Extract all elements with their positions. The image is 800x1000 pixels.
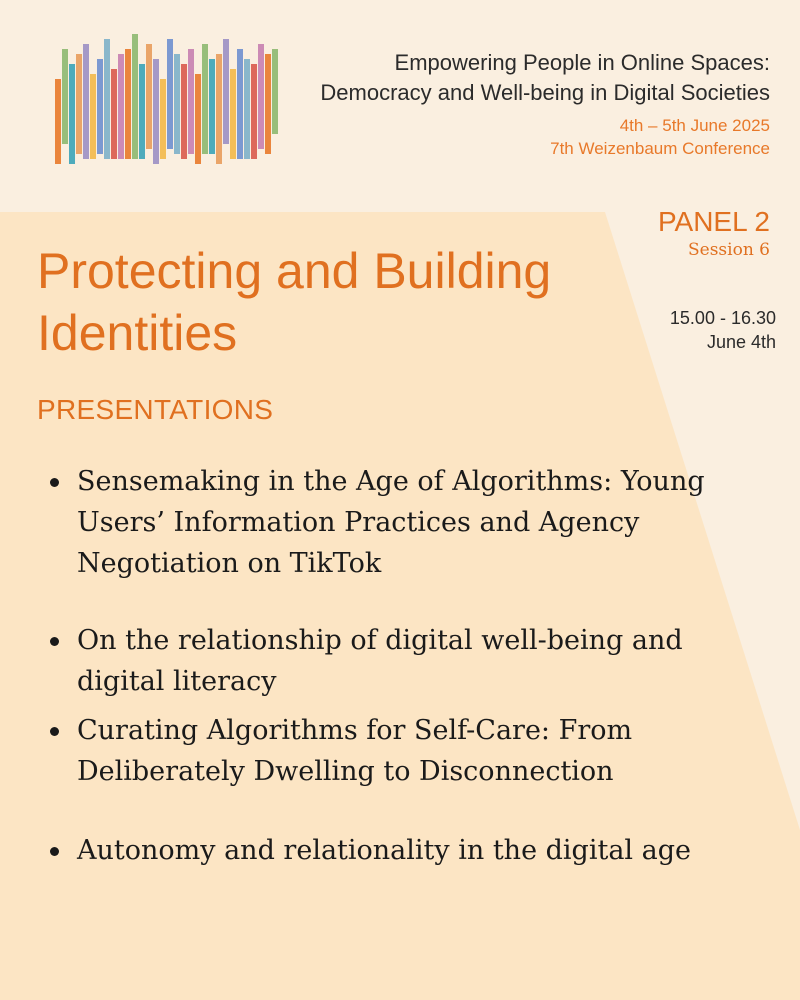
conference-header (320, 48, 770, 160)
session-label: Session 6 (688, 240, 770, 260)
bullet-icon (50, 478, 59, 487)
logo-bar (76, 54, 82, 154)
presentation-item (50, 620, 750, 702)
logo-bar (188, 49, 194, 154)
logo-bar (146, 44, 152, 149)
logo-bar (118, 54, 124, 159)
logo-bar (230, 69, 236, 159)
conference-name: 7th Weizenbaum Conference (550, 139, 770, 158)
logo-bar (132, 34, 138, 159)
presentations-list (50, 461, 750, 871)
logo-bar (97, 59, 103, 154)
bullet-icon (50, 637, 59, 646)
logo-bar (237, 49, 243, 159)
session-time: 15.00 - 16.30 (669, 308, 776, 328)
logo-bar (195, 74, 201, 164)
logo-bar (153, 59, 159, 164)
conference-date: 4th – 5th June 2025 (619, 116, 770, 135)
logo-bar (265, 54, 271, 154)
bullet-icon (50, 727, 59, 736)
logo-bar (139, 64, 145, 159)
page-title: Protecting and Building Identities (37, 243, 552, 361)
presentation-item (50, 461, 750, 584)
presentation-title: Autonomy and relationality in the digital age (77, 835, 691, 866)
logo-bar (181, 64, 187, 159)
logo-bar (223, 39, 229, 144)
panel-label: PANEL 2 (657, 206, 770, 237)
logo-bar (111, 69, 117, 159)
conference-logo (55, 34, 280, 164)
presentation-item (50, 830, 750, 871)
logo-bar (125, 49, 131, 159)
logo-bar (167, 39, 173, 149)
logo-bar (202, 44, 208, 154)
session-day: June 4th (706, 332, 776, 352)
bullet-icon (50, 847, 59, 856)
logo-bar (160, 79, 166, 159)
presentation-title: Curating Algorithms for Self-Care: From Deliberately Dwelling to Disconnection (77, 715, 633, 787)
presentation-item (50, 710, 750, 792)
conference-title-line1: Empowering People in Online Spaces: (394, 50, 770, 75)
time-info (670, 306, 776, 354)
logo-bar (62, 49, 68, 144)
presentations-heading: PRESENTATIONS (37, 394, 274, 425)
logo-bar (174, 54, 180, 154)
conference-title-line2: Democracy and Well-being in Digital Societies (320, 80, 770, 105)
panel-info (658, 205, 770, 261)
logo-bar (104, 39, 110, 159)
logo-bar (258, 44, 264, 149)
presentation-title: On the relationship of digital well-being and digital literacy (77, 625, 683, 697)
logo-bar (272, 49, 278, 134)
logo-bar (55, 79, 61, 164)
logo-bar (90, 74, 96, 159)
logo-bar (209, 59, 215, 154)
logo-bar (83, 44, 89, 159)
logo-bar (69, 64, 75, 164)
logo-bar (244, 59, 250, 159)
logo-bar (251, 64, 257, 159)
logo-bar (216, 54, 222, 164)
presentation-title: Sensemaking in the Age of Algorithms: Young Users’ Information Practices and Agency Negotiation on TikTok (77, 466, 705, 579)
